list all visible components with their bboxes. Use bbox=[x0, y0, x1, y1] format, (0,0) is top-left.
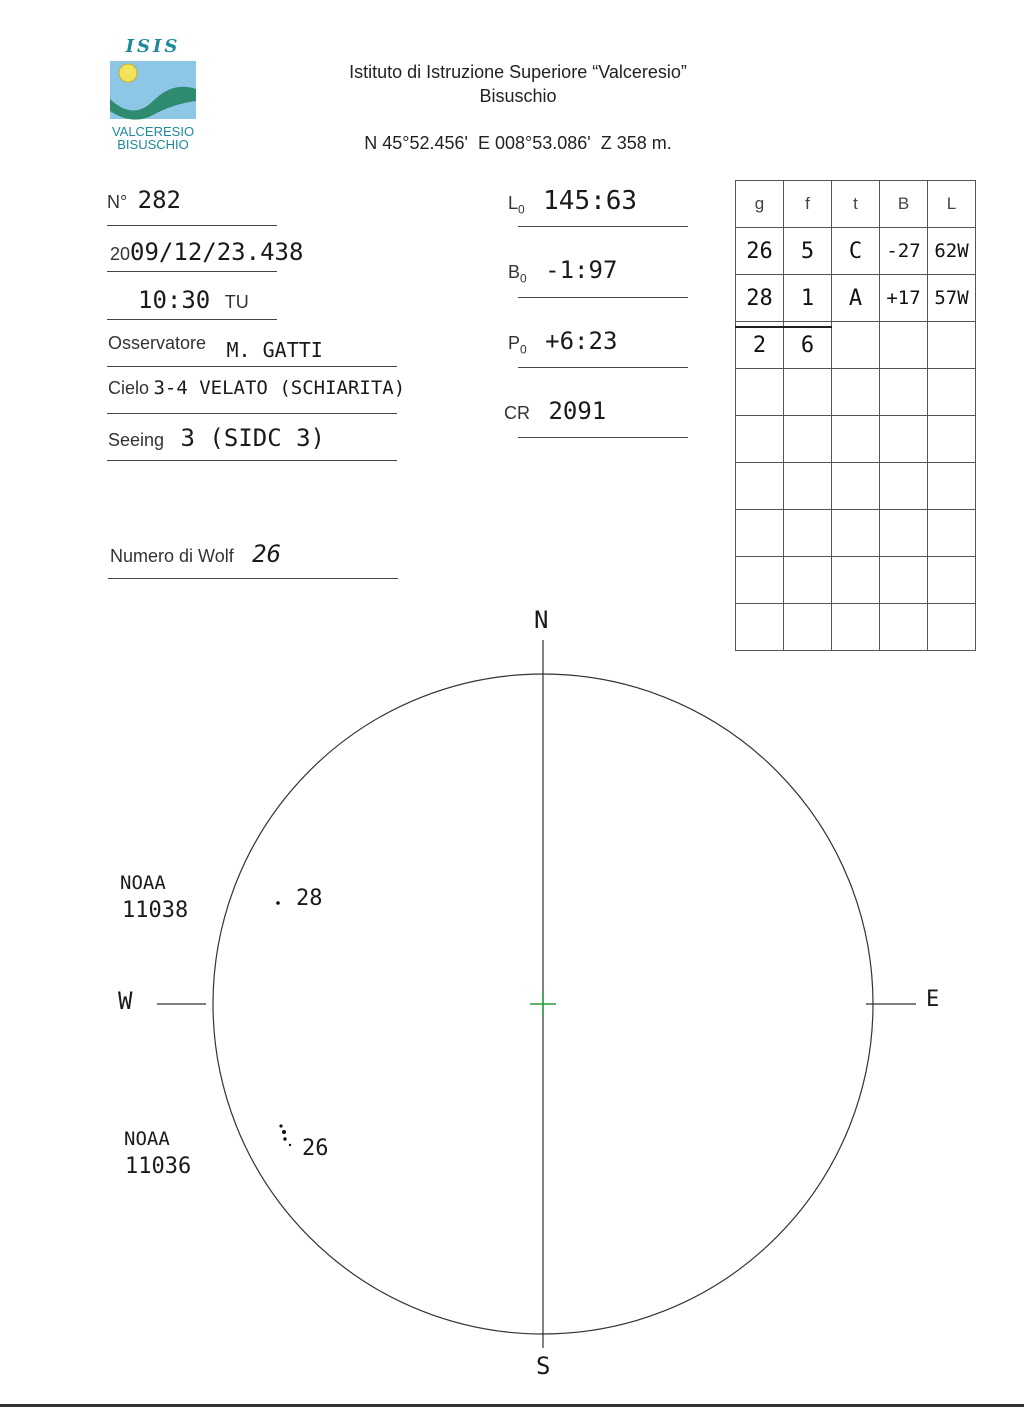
logo-line2: BISUSCHIO bbox=[117, 137, 189, 152]
b0-label: $B_0$ bbox=[508, 262, 527, 286]
number-label: N° bbox=[107, 192, 128, 212]
north-label: N bbox=[534, 606, 549, 634]
table-cell: 2 bbox=[736, 322, 784, 369]
observer-value: M. GATTI bbox=[226, 338, 323, 362]
time-value: 10:30 bbox=[138, 286, 211, 314]
group-a-id: 11038 bbox=[122, 898, 189, 923]
institute-name: Istituto di Istruzione Superiore “Valceresio” bbox=[349, 62, 687, 82]
west-label: W bbox=[118, 987, 133, 1015]
table-header-cell: t bbox=[832, 181, 880, 228]
table-cell: A bbox=[832, 275, 880, 322]
logo-brand: ISIS bbox=[125, 36, 181, 57]
wolf-label: Numero di Wolf bbox=[110, 546, 234, 566]
seeing-label: Seeing bbox=[108, 430, 165, 450]
group-b-noaa: NOAA bbox=[124, 1128, 170, 1150]
table-cell: 62W bbox=[928, 228, 976, 275]
observer-label: Osservatore bbox=[108, 333, 207, 353]
cr-label: CR bbox=[504, 403, 530, 423]
cr-value: 2091 bbox=[548, 397, 607, 425]
table-cell: 26 bbox=[736, 228, 784, 275]
seeing-value: 3 (SIDC 3) bbox=[180, 424, 326, 452]
page-bottom-edge bbox=[0, 1404, 1024, 1407]
table-cell: +17 bbox=[880, 275, 928, 322]
sunspot-group-26-icon bbox=[279, 1124, 282, 1127]
date-value: 09/12/23.438 bbox=[130, 238, 304, 266]
wolf-value: 26 bbox=[252, 540, 282, 568]
table-cell: 28 bbox=[736, 275, 784, 322]
time-unit: TU bbox=[224, 292, 249, 312]
table-cell: 1 bbox=[784, 275, 832, 322]
sunspot-group-26-icon bbox=[282, 1130, 286, 1134]
number-value: 282 bbox=[137, 186, 182, 214]
table-cell: 6 bbox=[784, 322, 832, 369]
l0-label: $L_0$ bbox=[508, 193, 525, 217]
b0-value: -1:97 bbox=[545, 256, 618, 284]
sunspot-group-26-icon bbox=[289, 1144, 291, 1146]
p0-label: $P_0$ bbox=[508, 333, 527, 357]
east-label: E bbox=[926, 987, 940, 1012]
group-a-noaa: NOAA bbox=[120, 872, 166, 894]
group-a-label: 28 bbox=[296, 886, 323, 911]
group-b-label: 26 bbox=[302, 1136, 329, 1161]
station-coordinates: N 45°52.456' E 008°53.086' Z 358 m. bbox=[364, 133, 672, 153]
table-header-cell: g bbox=[736, 181, 784, 228]
sky-value: 3-4 VELATO (SCHIARITA) bbox=[153, 377, 406, 399]
institute-town: Bisuschio bbox=[479, 86, 557, 106]
south-label: S bbox=[536, 1352, 551, 1380]
table-cell: -27 bbox=[880, 228, 928, 275]
date-prefix: 20 bbox=[110, 244, 131, 264]
table-header-cell: f bbox=[784, 181, 832, 228]
sunspot-group-26-icon bbox=[283, 1137, 286, 1140]
sunspot-group-28-icon bbox=[276, 901, 280, 905]
table-header-cell: B bbox=[880, 181, 928, 228]
logo-line1: VALCERESIO bbox=[111, 124, 195, 139]
sky-label: Cielo bbox=[108, 378, 150, 398]
table-cell: 57W bbox=[928, 275, 976, 322]
group-b-id: 11036 bbox=[125, 1154, 192, 1179]
table-cell: 5 bbox=[784, 228, 832, 275]
p0-value: +6:23 bbox=[545, 327, 618, 355]
table-cell: C bbox=[832, 228, 880, 275]
l0-value: 145:63 bbox=[543, 186, 638, 216]
table-header-cell: L bbox=[928, 181, 976, 228]
